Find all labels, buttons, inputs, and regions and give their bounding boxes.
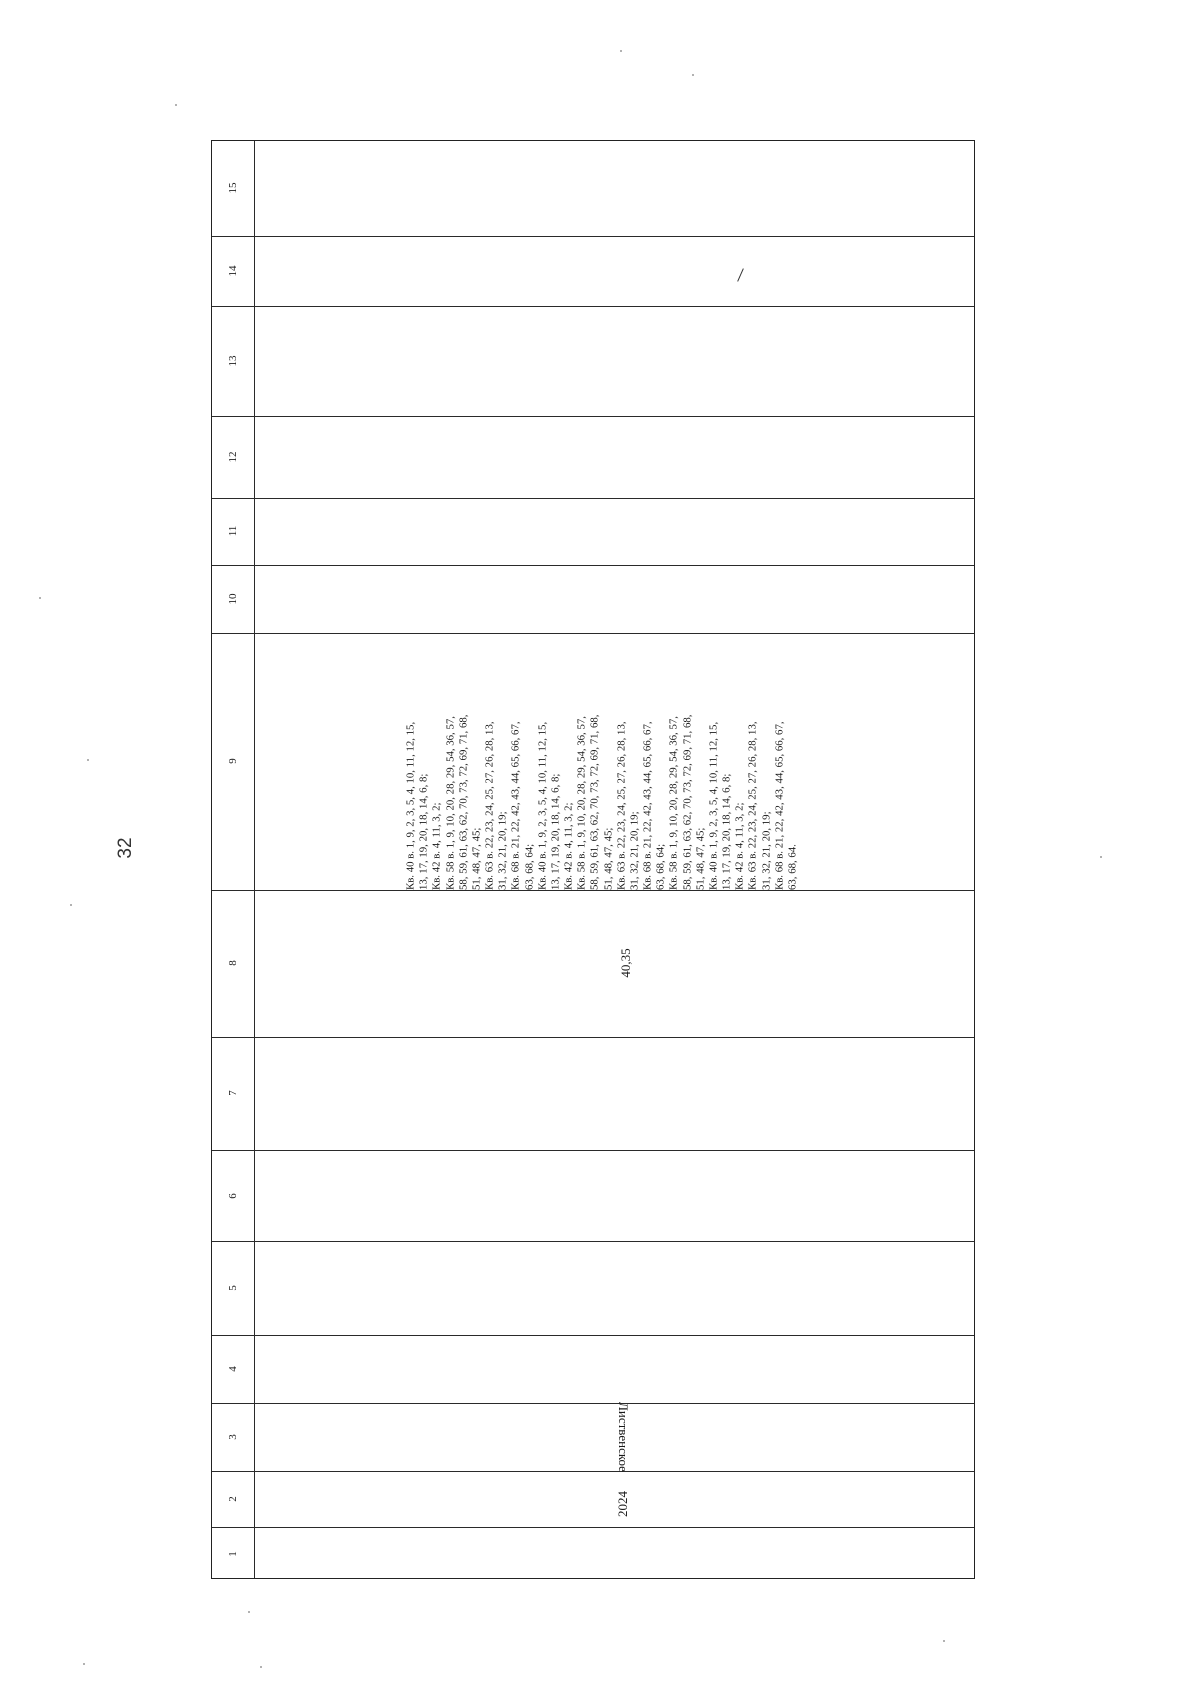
quarters-list-cell	[404, 632, 799, 890]
scan-speck	[620, 50, 622, 52]
column-number-14: 14	[227, 265, 239, 277]
scan-speck	[175, 104, 177, 106]
pen-mark	[737, 268, 744, 281]
scan-speck	[87, 759, 89, 761]
quarters-line: Кв. 58 в. 1, 9, 10, 20, 28, 29, 54, 36, 57,	[575, 716, 588, 890]
row-divider	[212, 565, 974, 566]
quarters-line: Кв. 42 в. 4, 11, 3, 2;	[562, 802, 575, 890]
quarters-line: 51, 48, 47, 45;	[602, 827, 614, 890]
column-number-6: 6	[227, 1193, 239, 1199]
column-number-11: 11	[227, 525, 239, 537]
quarters-line: 51, 48, 47, 45;	[694, 827, 707, 890]
page-number: 32	[115, 837, 136, 859]
column-number-8: 8	[227, 960, 239, 966]
scan-speck	[260, 1666, 262, 1668]
quarters-line: 58, 59, 61, 63, 62, 70, 73, 72, 69, 71, 68,	[681, 714, 694, 890]
column-number-3: 3	[227, 1434, 239, 1440]
column-number-4: 4	[227, 1366, 239, 1372]
scan-speck	[83, 1663, 85, 1665]
column-number-12: 12	[227, 451, 239, 463]
column-number-9: 9	[227, 758, 239, 764]
scan-speck	[39, 597, 41, 599]
row-divider	[212, 416, 974, 417]
quarters-line: 51, 48, 47, 45;	[470, 827, 483, 890]
column-number-13: 13	[227, 355, 239, 367]
quarters-line: Кв. 68 в. 21, 22, 42, 43, 44, 65, 66, 67,	[641, 721, 654, 890]
document-table	[211, 140, 975, 1579]
row-divider	[212, 236, 974, 237]
scan-speck	[943, 1640, 945, 1642]
quarters-line: 31, 32, 21, 20, 19;	[628, 811, 641, 890]
quarters-line: 13, 17, 19, 20, 18, 14, 6, 8;	[417, 773, 430, 890]
column-number-5: 5	[227, 1285, 239, 1291]
row-divider	[212, 1527, 974, 1528]
quarters-line: Кв. 42 в. 4, 11, 3, 2;	[430, 802, 443, 890]
column-number-7: 7	[227, 1090, 239, 1096]
quarters-line: 58, 59, 61, 63, 62, 70, 73, 72, 69, 71, 68,	[588, 714, 601, 890]
row-divider	[212, 1150, 974, 1151]
quarters-line: 63, 68, 64;	[654, 843, 667, 890]
scan-speck	[70, 904, 72, 906]
column-number-15: 15	[227, 182, 239, 194]
quarters-line: 31, 32, 21, 20, 19;	[496, 811, 509, 890]
quarters-line: Кв. 40 в. 1, 9, 2, 3, 5, 4, 10, 11, 12, 15,	[707, 721, 720, 890]
row-divider	[212, 1471, 974, 1472]
row-divider	[212, 1403, 974, 1404]
quarters-line: 58, 59, 61, 63, 62, 70, 73, 72, 69, 71, 68,	[457, 714, 470, 890]
year-value: 2024	[615, 1491, 630, 1517]
quarters-line: Кв. 68 в. 21, 22, 42, 43, 44, 65, 66, 67,	[509, 721, 522, 890]
column-number-10: 10	[227, 593, 239, 605]
scan-speck	[1100, 856, 1102, 858]
forestry-name: Лиственское	[616, 1402, 631, 1472]
row-divider	[212, 1335, 974, 1336]
quarters-line: Кв. 40 в. 1, 9, 2, 3, 5, 4, 10, 11, 12, 15,	[404, 721, 417, 890]
quarters-line: Кв. 40 в. 1, 9, 2, 3, 5, 4, 10, 11, 12, 15,	[536, 721, 549, 890]
quarters-line: 13, 17, 19, 20, 18, 14, 6, 8;	[720, 773, 733, 890]
column-number-2: 2	[227, 1496, 239, 1502]
quarters-line: 13, 17, 19, 20, 18, 14, 6, 8;	[549, 773, 562, 890]
quarters-line: Кв. 58 в. 1, 9, 10, 20, 28, 29, 54, 36, 57,	[667, 716, 680, 890]
quarters-line: Кв. 63 в. 22, 23, 24, 25, 27, 26, 28, 13,	[483, 721, 496, 890]
quarters-line: 63, 68, 64;	[522, 843, 535, 890]
header-column-divider	[254, 141, 255, 1578]
scan-speck	[692, 74, 694, 76]
quarters-line: Кв. 63 в. 22, 23, 24, 25, 27, 26, 28, 13,	[746, 721, 759, 890]
quarters-line: Кв. 63 в. 22, 23, 24, 25, 27, 26, 28, 13,	[615, 721, 628, 890]
row-divider	[212, 498, 974, 499]
quarters-line: 31, 32, 21, 20, 19;	[760, 811, 773, 890]
row-divider	[212, 306, 974, 307]
quarters-line: Кв. 68 в. 21, 22, 42, 43, 44, 65, 66, 67,	[773, 721, 786, 890]
row-divider	[212, 1037, 974, 1038]
area-value: 40,35	[618, 948, 633, 978]
column-number-1: 1	[227, 1551, 239, 1557]
scan-speck	[248, 1611, 250, 1613]
row-divider	[212, 1241, 974, 1242]
row-divider	[212, 890, 974, 891]
quarters-line: 63, 68, 64.	[786, 844, 799, 890]
quarters-line: Кв. 42 в. 4, 11, 3, 2;	[733, 802, 746, 890]
quarters-line: Кв. 58 в. 1, 9, 10, 20, 28, 29, 54, 36, 57,	[443, 716, 456, 890]
